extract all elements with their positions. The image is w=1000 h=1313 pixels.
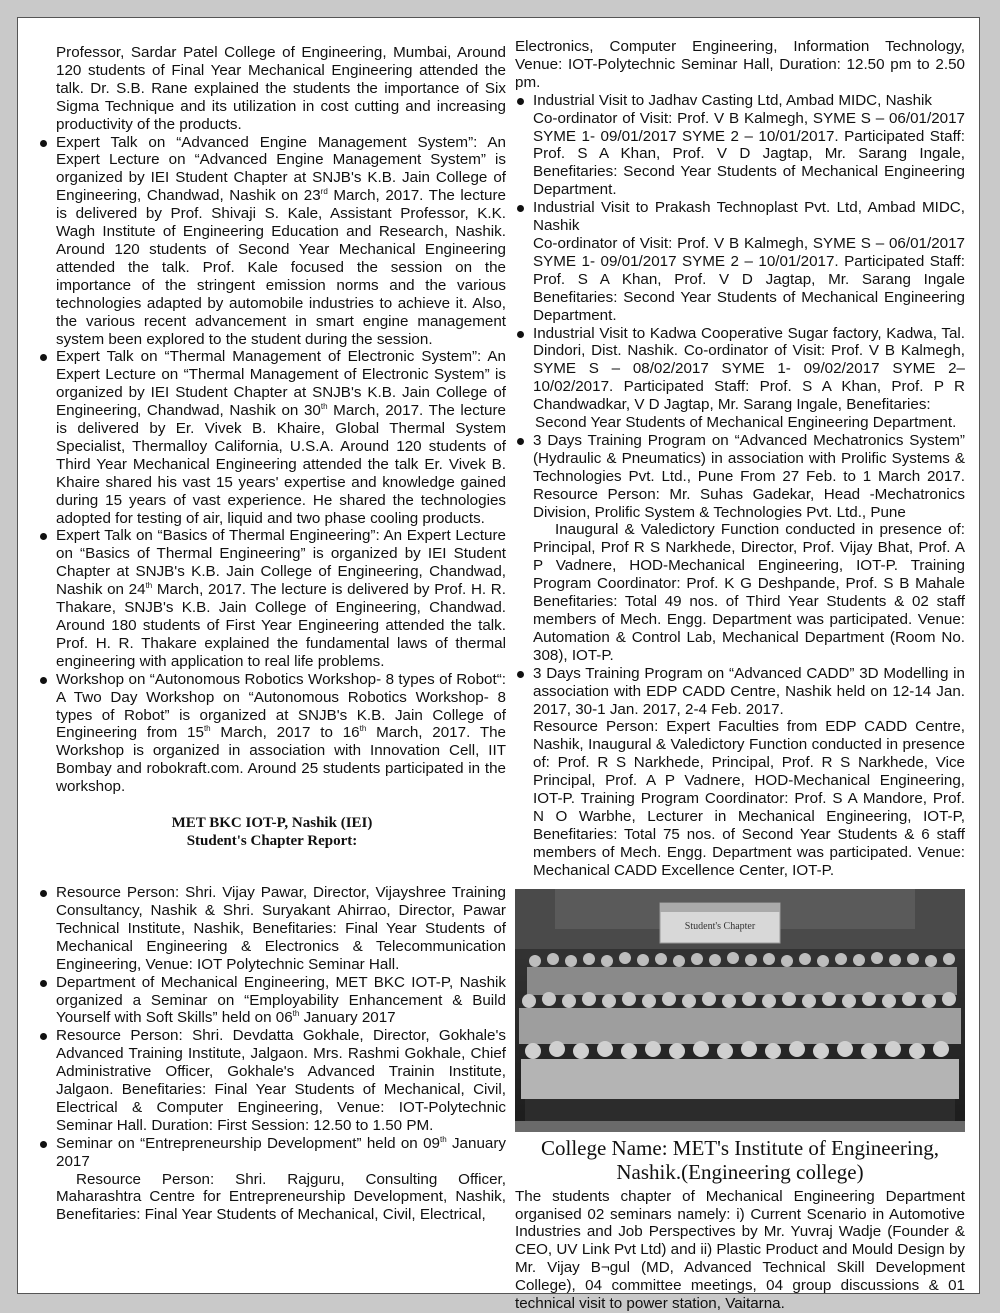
list-item-resource-person-pawar: Resource Person: Shri. Vijay Pawar, Director, Vijayshree Training Consultancy, Nashik & Shri. Suryakant Ahirrao, Director, Pawar Technical Institute, Nashik, Benefitaries: Final Year Students of Mechanical Engineering & Electronics & Telecommunication Engineering, Venue: IOT Polytechnic Seminar Hall.	[38, 884, 506, 974]
section-heading: MET BKC IOT-P, Nashik (IEI)	[171, 815, 373, 832]
list-item-visit-kadwa: Industrial Visit to Kadwa Cooperative Sugar factory, Kadwa, Tal. Dindori, Dist. Nashik. Co-ordinator of Visit: Prof. V B Kalmegh, SYME S – 08/02/2017 SYME 1- 09/02/2017 SYME 2–10/02/2017. Participated Staff: Prof. S A Khan, Prof. P R Chandwadkar, V D Jagtap, Mr. Sarang Ingale, Benefitaries: Second Year Students of Mechanical Engineering Department.	[515, 325, 965, 432]
bullet-icon	[40, 354, 47, 361]
list-item-visit-prakash: Industrial Visit to Prakash Technoplast Pvt. Ltd, Ambad MIDC, Nashik Co-ordinator of Visit: Prof. V B Kalmegh, SYME S – 06/01/2017 SYME 1- 09/01/2017 SYME 2 – 10/01/2017. Participated Staff: Prof. S A Khan, Prof. V D Jagtap, Mr. Sarang Ingale Benefitaries: Second Year Students of Mechanical Engineering Department.	[515, 199, 965, 324]
bullet-icon	[40, 140, 47, 147]
bullet-icon	[517, 438, 524, 445]
list-item-thermal-basics-talk: Expert Talk on “Basics of Thermal Engineering”: An Expert Lecture on “Basics of Thermal Engineering” is organized by IEI Student Chapter at SNJB's K.B. Jain College of Engineering, Chandwad, Nashik on 24th March, 2017. The lecture is delivered by Prof. H. R. Thakare, SNJB's K.B. Jain College of Engineering, Chandwad. Around 180 students of First Year Engineering attended the talk. Prof. H. R. Thakare explained the fundamental laws of thermal engineering with application to real life problems.	[38, 527, 506, 670]
photo-banner-text: Student's Chapter	[684, 920, 756, 932]
list-item-entrepreneurship-seminar: Seminar on “Entrepreneurship Development” held on 09th January 2017	[38, 1135, 506, 1171]
group-photo	[515, 889, 965, 1132]
college-name-heading: College Name: MET's Institute of Engineering, Nashik.(Engineering college)	[540, 1135, 940, 1184]
resource-person-rajguru: Resource Person: Shri. Rajguru, Consulting Officer, Maharashtra Centre for Entrepreneurship Development, Nashik, Benefitaries: Final Year Students of Mechanical, Civil, Electrical,	[56, 1170, 506, 1224]
bullet-icon	[517, 671, 524, 678]
list-item-robotics-workshop: Workshop on “Autonomous Robotics Workshop- 8 types of Robot“: A Two Day Workshop on “Autonomous Robotics Workshop- 8 types of Robot” is organized at SNJB's K.B. Jain College of Engineering from 15th March, 2017 to 16th March, 2017. The Workshop is organized in association with Innovation Cell, IIT Bombay and robokraft.com. Around 25 students participated in the workshop.	[38, 671, 506, 796]
bullet-icon	[517, 98, 524, 105]
intro-paragraph: Professor, Sardar Patel College of Engineering, Mumbai, Around 120 students of Final Year Mechanical Engineering attended the talk. Dr. S.B. Rane explained the students the importance of Six Sigma Technique and its utilization in cost cutting and increasing productivity of the products.	[56, 44, 506, 133]
list-item-thermal-electronic-talk: Expert Talk on “Thermal Management of Electronic System”: An Expert Lecture on “Thermal Management of Electronic System” is organized by IEI Student Chapter at SNJB's K.B. Jain College of Engineering, Chandwad, Nashik on 30th March, 2017. The lecture is delivered by Er. Vivek B. Khaire, Global Thermal System Specialist, Thermalloy California, U.S.A. Around 120 students of Third Year Mechanical Engineering attended the talk Er. Vivek B. Khaire shared his vast 15 years' expertise and knowledge gained during 15 years of vast experience. He shared the technologies adopted for testing of air, liquid and two phase cooling products.	[38, 348, 506, 527]
bullet-icon	[40, 677, 47, 684]
bullet-icon	[517, 331, 524, 338]
document-page	[17, 17, 980, 1313]
section-subheading: Student's Chapter Report:	[186, 833, 358, 850]
bullet-icon	[40, 1033, 47, 1040]
bullet-icon	[517, 205, 524, 212]
list-item-visit-jadhav: Industrial Visit to Jadhav Casting Ltd, Ambad MIDC, Nashik Co-ordinator of Visit: Prof. V B Kalmegh, SYME S – 06/01/2017 SYME 1- 09/01/2017 SYME 2 – 10/01/2017. Participated Staff: Prof. S A Khan, Prof. V D Jagtap, Mr. Sarang Ingale, Benefitaries: Second Year Students of Mechanical Engineering Department.	[515, 92, 965, 199]
list-item-soft-skills-seminar: Department of Mechanical Engineering, MET BKC IOT-P, Nashik organized a Seminar on “Employability Enhancement & Build Yourself with Soft Skills” held on 06th January 2017	[38, 974, 506, 1028]
right-column	[515, 38, 965, 1313]
list-item-cadd-training: 3 Days Training Program on “Advanced CADD” 3D Modelling in association with EDP CADD Centre, Nashik held on 12-14 Jan. 2017, 30-1 Jan. 2017, 2-4 Feb. 2017. Resource Person: Expert Faculties from EDP CADD Centre, Nashik, Inaugural & Valedictory Function conducted in presence of: Prof. R S Narkhede, Principal, Prof. R S Narkhede, Vice Principal, Prof. A P Vadnere, HOD-Mechanical Engineering, IOT-P. Training Program Coordinator: Prof. S A Mandore, Prof. N O Warbhe, Lecturer in Mechanical Engineering, IOT-P, Benefitaries: Total 75 nos. of Second Year Students & 6 staff members of Mech. Engg. Department was participated. Venue: Mechanical CADD Excellence Center, IOT-P.	[515, 665, 965, 880]
bullet-icon	[40, 890, 47, 897]
list-item-resource-person-gokhale: Resource Person: Shri. Devdatta Gokhale, Director, Gokhale's Advanced Training Institute, Jalgaon. Mrs. Rashmi Gokhale, Chief Administrative Officer, Gokhale's Advanced Trainin Institute, Jalgaon. Benefitaries: Final Year Students of Mechanical, Civil, Electrical & Computer Engineering, Venue: IOT-Polytechnic Seminar Hall. Duration: First Session: 12.50 to 1.50 PM.	[38, 1027, 506, 1134]
list-item-engine-talk: Expert Talk on “Advanced Engine Management System”: An Expert Lecture on “Advanced Engine Management System” is organized by IEI Student Chapter at SNJB's K.B. Jain College of Engineering, Chandwad, Nashik on 23rd March, 2017. The lecture is delivered by Prof. Shivaji S. Kale, Assistant Professor, K.K. Wagh Institute of Engineering Education and Research, Nashik. Around 120 students of Second Year Mechanical Engineering attended the talk. Prof. Kale focused the session on the importance of the stringent emission norms and the various technologies adapted by automobile industries to achieve it. Also, the various recent advancement in smart engine management system been explored to the student during the session.	[38, 134, 506, 349]
bullet-icon	[40, 1141, 47, 1148]
bullet-icon	[40, 533, 47, 540]
list-item-mechatronics-training: 3 Days Training Program on “Advanced Mechatronics System” (Hydraulic & Pneumatics) in association with Prolific Systems & Technologies Pvt. Ltd., Pune From 27 Feb. to 1 March 2017. Resource Person: Mr. Suhas Gadekar, Head -Mechatronics Division, Prolific System & Technologies Pvt. Ltd., Pune Inaugural & Valedictory Function conducted in presence of: Principal, Prof R S Narkhede, Director, Prof. Vijay Bhat, Prof. A P Vadnere, HOD-Mechanical Engineering, IOT-P. Training Program Coordinator: Prof. K G Deshpande, Prof. S B Mahale Benefitaries: Total 49 nos. of Third Year Students & 02 staff members of Mech. Engg. Department was participated. Venue: Automation & Control Lab, Mechanical Department (Room No. 308), IOT-P.	[515, 432, 965, 665]
college-report-paragraph: The students chapter of Mechanical Engineering Department organised 02 seminars namely: i) Current Scenario in Automotive Industries and Job Perspectives by Mr. Yuvraj Wadje (Founder & CEO, UV Link Pvt Ltd) and ii) Plastic Product and Mould Design by Mr. Vijay B¬gul (MD, Advanced Technical Skill Development College), 04 committee meetings, 04 group discussions & 01 technical visit to power station, Vaitarna.	[515, 1187, 965, 1313]
left-column	[38, 44, 506, 1224]
group-photo-image	[515, 889, 965, 1132]
continued-paragraph: Electronics, Computer Engineering, Information Technology, Venue: IOT-Polytechnic Seminar Hall, Duration: 12.50 pm to 2.50 pm.	[515, 38, 965, 91]
bullet-icon	[40, 980, 47, 987]
